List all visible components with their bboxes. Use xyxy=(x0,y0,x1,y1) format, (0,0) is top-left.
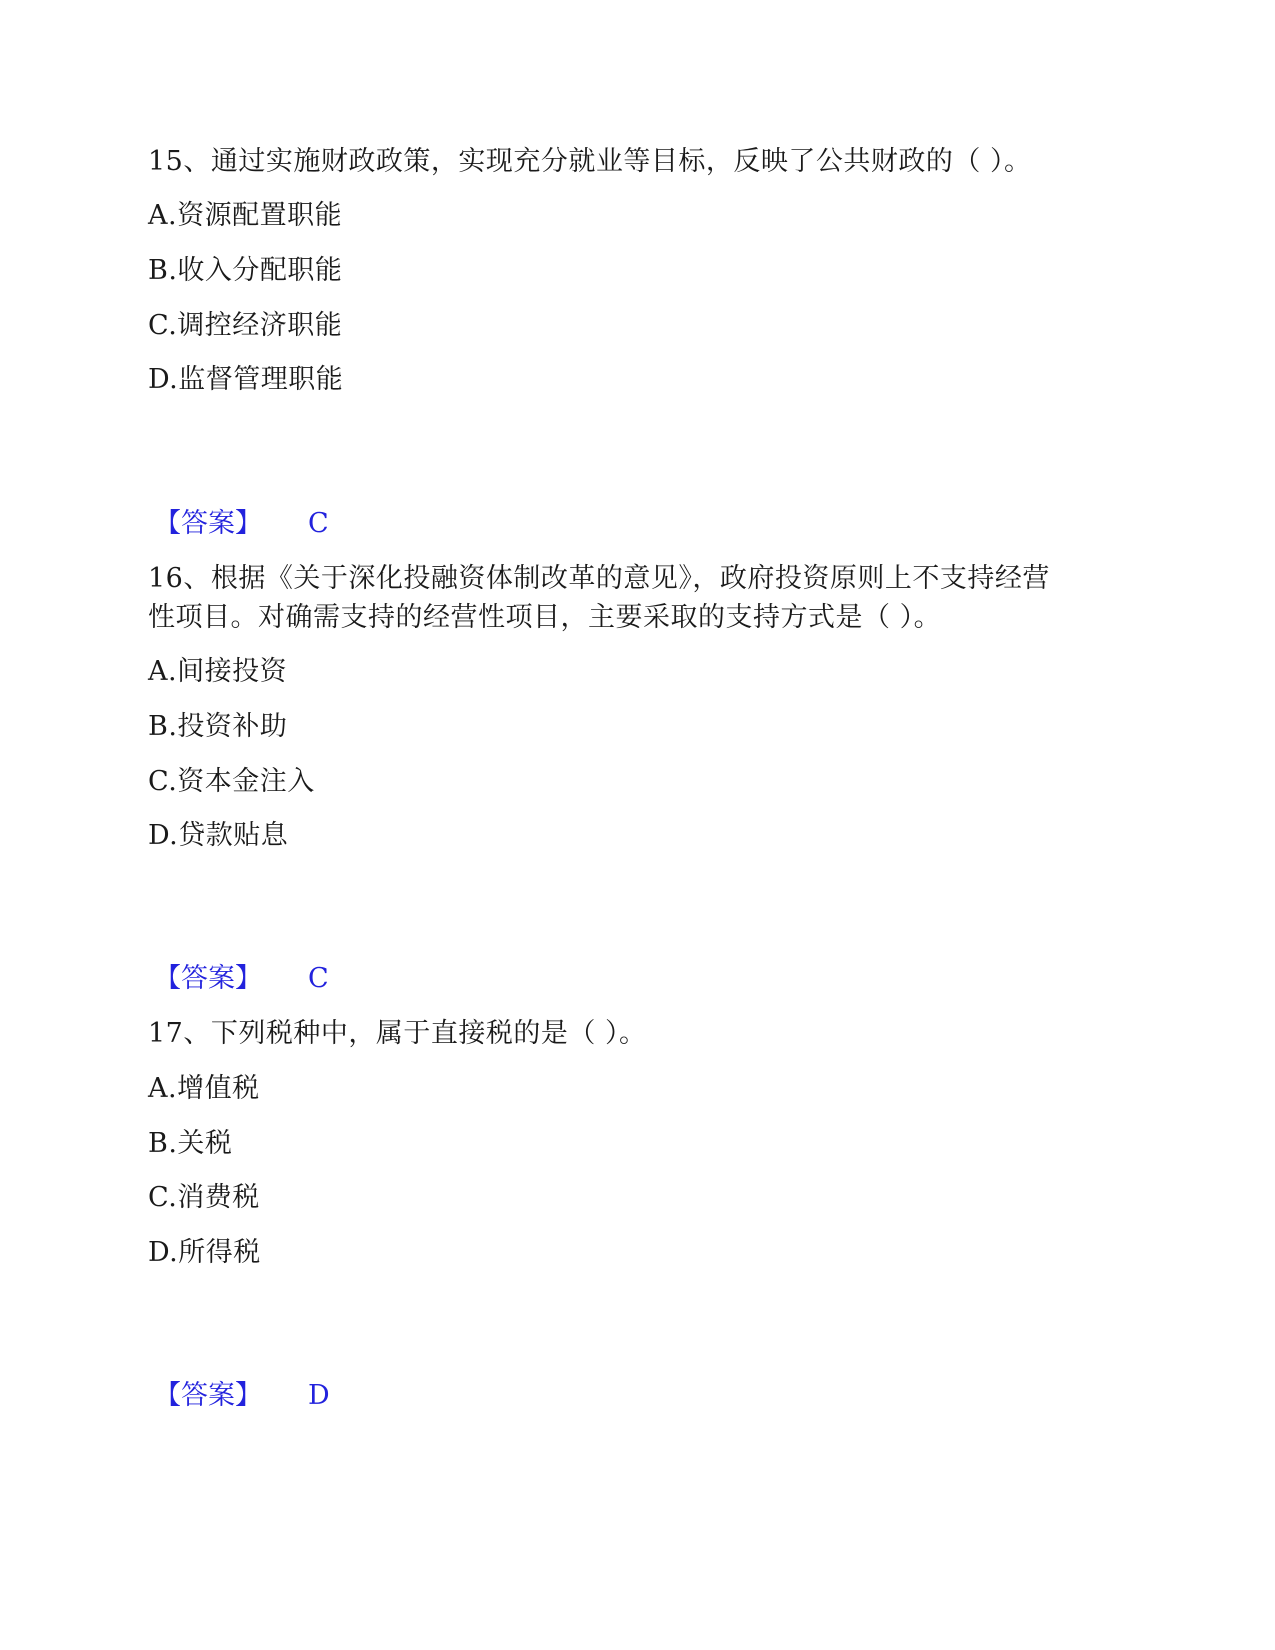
answer-line xyxy=(154,959,329,999)
option-d: D.监督管理职能 xyxy=(148,364,344,395)
answer-line xyxy=(154,504,329,544)
option-c: C.消费税 xyxy=(148,1182,260,1213)
option-a: A.增值税 xyxy=(148,1073,260,1104)
answer-value: D xyxy=(308,1380,330,1411)
option-d: D.贷款贴息 xyxy=(148,820,289,851)
answer-label: 【答案】 xyxy=(154,963,262,994)
option-d: D.所得税 xyxy=(148,1237,261,1268)
option-c: C.调控经济职能 xyxy=(148,310,343,341)
question-stem-line-1: 16、根据《关于深化投融资体制改革的意见》，政府投资原则上不支持经营 xyxy=(148,563,1050,594)
answer-line xyxy=(154,1376,330,1416)
option-b: B.投资补助 xyxy=(148,711,288,742)
answer-label: 【答案】 xyxy=(154,1380,262,1411)
option-c: C.资本金注入 xyxy=(148,766,315,797)
question-stem-line-2: 性项目。对确需支持的经营性项目，主要采取的支持方式是（ ）。 xyxy=(148,602,942,633)
answer-value: C xyxy=(308,508,329,539)
option-a: A.间接投资 xyxy=(148,656,288,687)
option-a: A.资源配置职能 xyxy=(148,200,343,231)
option-b: B.关税 xyxy=(148,1128,233,1159)
option-b: B.收入分配职能 xyxy=(148,255,343,286)
answer-value: C xyxy=(308,963,329,994)
answer-label: 【答案】 xyxy=(154,508,262,539)
question-stem: 15、通过实施财政政策，实现充分就业等目标，反映了公共财政的（ ）。 xyxy=(148,146,1032,177)
question-stem: 17、下列税种中，属于直接税的是（ ）。 xyxy=(148,1018,647,1049)
